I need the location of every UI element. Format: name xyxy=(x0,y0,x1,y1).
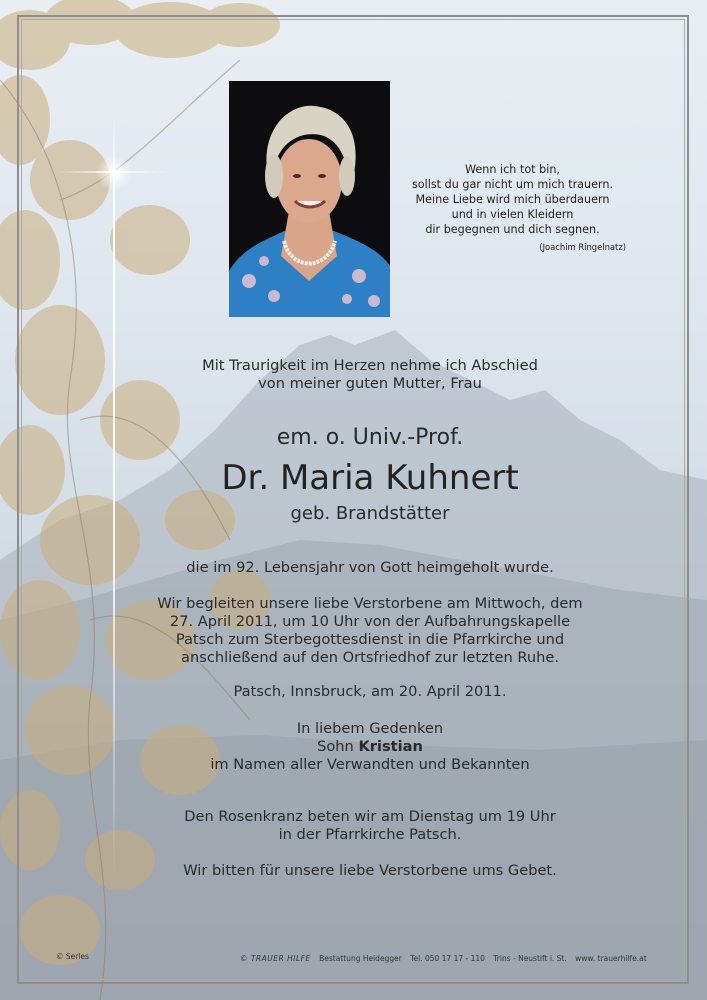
footer-info xyxy=(240,954,653,963)
funeral-text xyxy=(100,595,640,667)
son-prefix: Sohn xyxy=(317,738,354,755)
poem-line: und in vielen Kleidern xyxy=(451,208,574,221)
brand-logo: © TRAUER HILFE xyxy=(240,954,311,963)
phone-number: Tel. 050 17 17 - 110 xyxy=(410,954,485,963)
intro-line: von meiner guten Mutter, Frau xyxy=(258,375,482,392)
deceased-name: Dr. Maria Kuhnert xyxy=(221,458,519,498)
memory-line: In liebem Gedenken xyxy=(296,720,444,737)
son-line xyxy=(100,738,640,756)
memory-text xyxy=(100,720,640,774)
rosary-line: in der Pfarrkirche Patsch. xyxy=(278,826,462,843)
portrait-photo xyxy=(229,81,390,317)
academic-title: em. o. Univ.-Prof. xyxy=(276,425,464,450)
age-text: die im 92. Lebensjahr von Gott heimgeholt wurde. xyxy=(186,559,554,576)
place-date: Patsch, Innsbruck, am 20. April 2011. xyxy=(233,683,507,700)
funeral-line: Patsch zum Sterbegottesdienst in die Pfarrkirche und xyxy=(175,631,565,648)
birth-name: geb. Brandstätter xyxy=(290,503,450,524)
poem xyxy=(385,162,640,255)
light-cross-glow xyxy=(96,155,132,191)
funeral-line: anschließend auf den Ortsfriedhof zur letzten Ruhe. xyxy=(181,649,559,666)
intro-line: Mit Traurigkeit im Herzen nehme ich Abschied xyxy=(202,357,538,374)
poem-line: dir begegnen und dich segnen. xyxy=(425,223,600,236)
rosary-line: Den Rosenkranz beten wir am Dienstag um 19 Uhr xyxy=(184,808,556,825)
website-link[interactable]: www. trauerhilfe.at xyxy=(575,954,647,963)
poem-line: Wenn ich tot bin, xyxy=(465,163,560,176)
poem-line: Meine Liebe wird mich überdauern xyxy=(415,193,610,206)
poem-line: sollst du gar nicht um mich trauern. xyxy=(411,178,614,191)
rosary-text xyxy=(100,808,640,844)
prayer-text: Wir bitten für unsere liebe Verstorbene ums Gebet. xyxy=(183,862,557,879)
company-name: Bestattung Heidegger xyxy=(319,954,402,963)
son-name: Kristian xyxy=(358,738,423,755)
company-address: Trins - Neustift i. St. xyxy=(493,954,567,963)
funeral-line: 27. April 2011, um 10 Uhr von der Aufbahrungskapelle xyxy=(169,613,571,630)
memory-line: im Namen aller Verwandten und Bekannten xyxy=(210,756,530,773)
poem-author: (Joachim Ringelnatz) xyxy=(539,242,626,252)
photo-credit: © Serles xyxy=(56,952,89,961)
intro-text xyxy=(100,357,640,393)
funeral-line: Wir begleiten unsere liebe Verstorbene am Mittwoch, dem xyxy=(157,595,583,612)
